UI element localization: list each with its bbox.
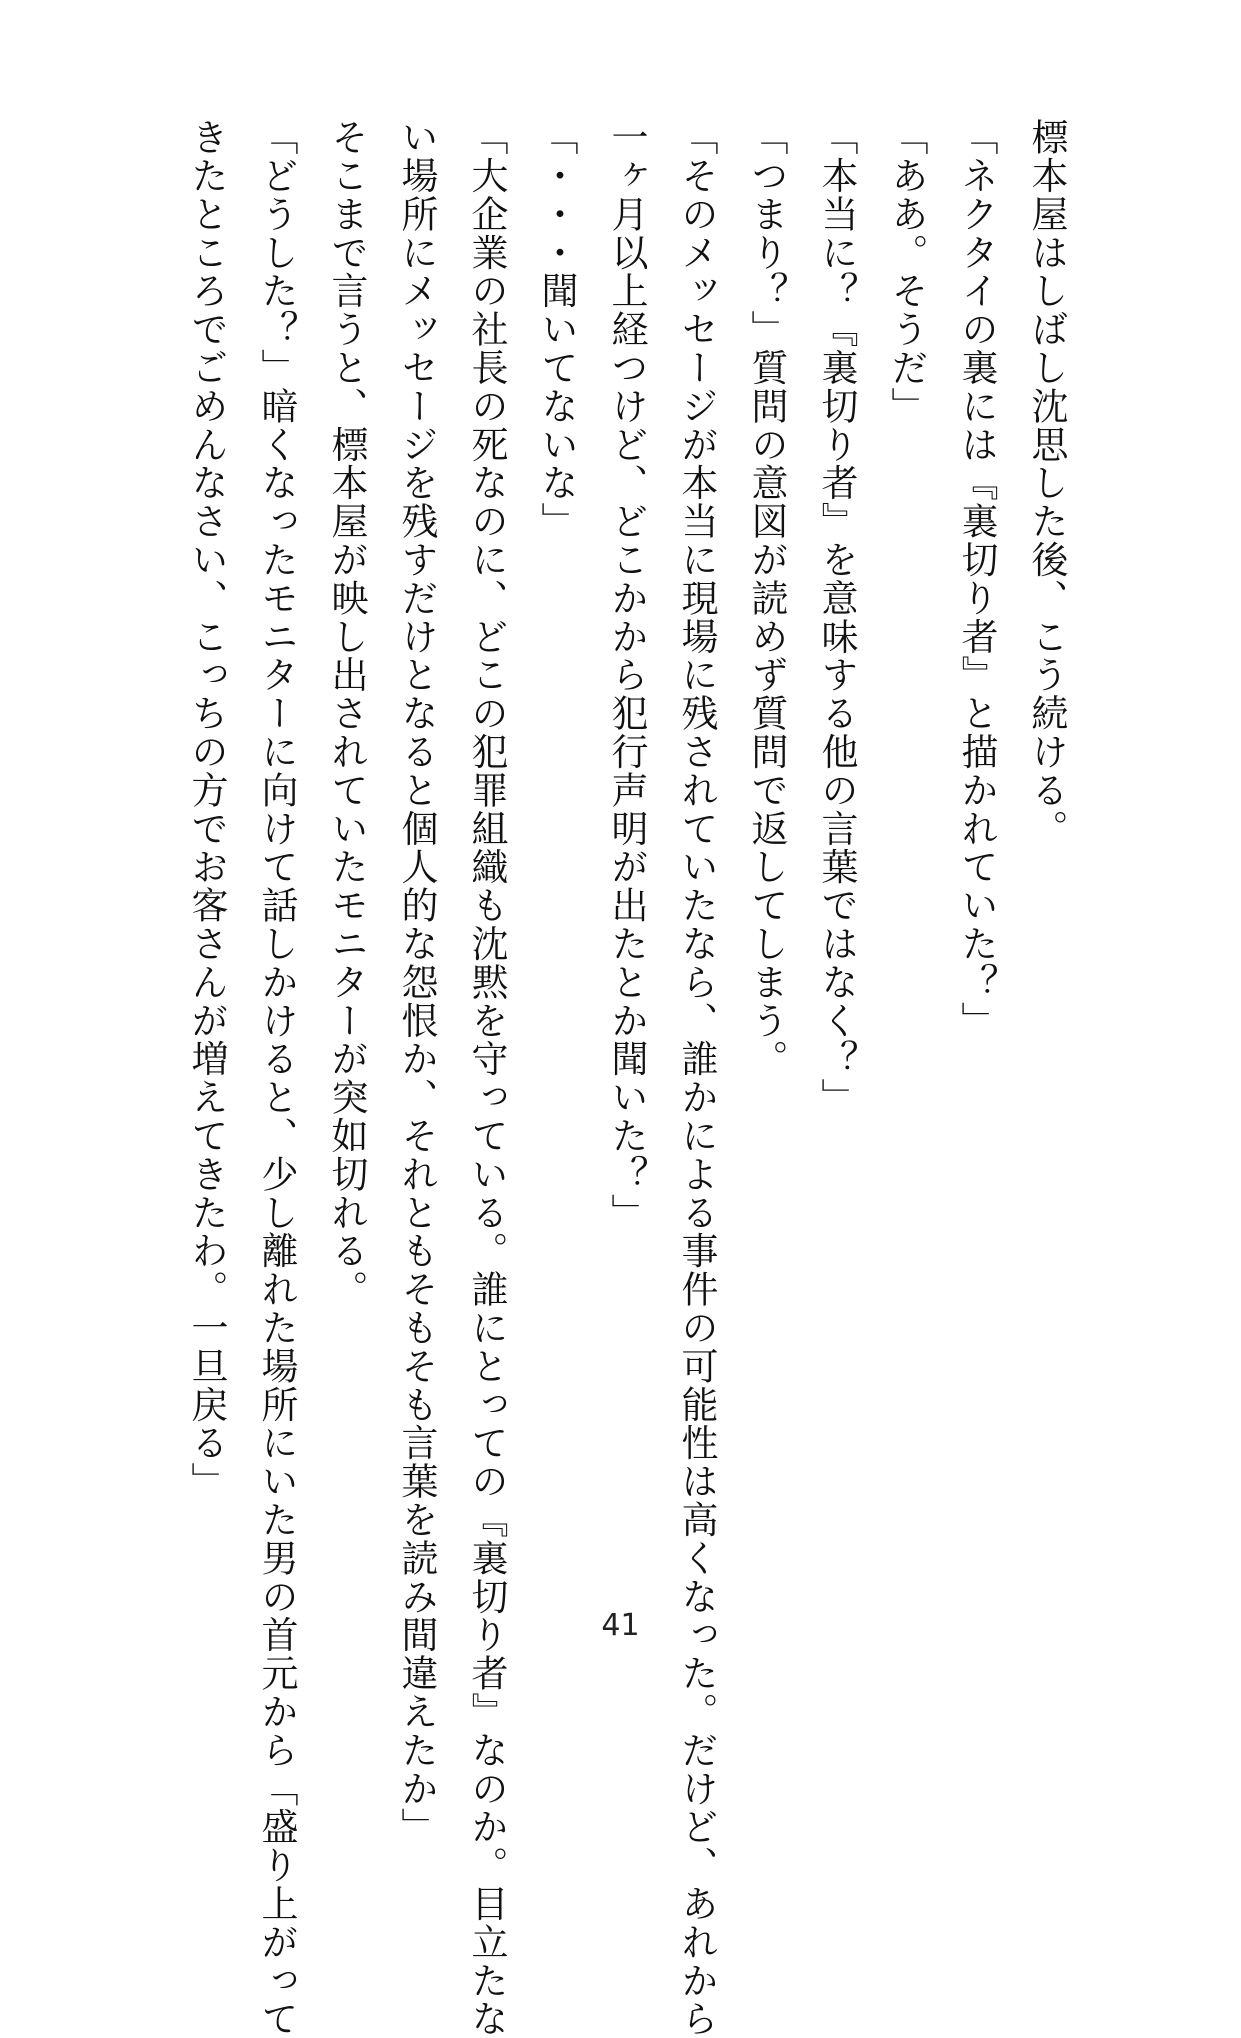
text-line-3: 「ああ。そうだ」 — [885, 118, 928, 426]
text-line-9: 「大企業の社長の死なのに、どこの犯罪組織も沈黙を守っている。誰にとっての『裏切り者』なのか。目立たな — [465, 118, 508, 2038]
text-line-4: 「本当に？『裏切り者』を意味する他の言葉ではなく？」 — [815, 118, 858, 1117]
text-line-5: 「つまり？」質問の意図が読めず質問で返してしまう。 — [745, 118, 788, 1078]
text-line-10: い場所にメッセージを残すだけとなると個人的な怨恨か、それともそもそも言葉を読み間違えたか」 — [395, 118, 438, 1846]
text-line-11: そこまで言うと、標本屋が映し出されていたモニターが突如切れる。 — [325, 118, 368, 1309]
text-line-2: 「ネクタイの裏には『裏切り者』と描かれていた？」 — [955, 118, 998, 1040]
text-line-13: きたところでごめんなさい、こっちの方でお客さんが増えてきたわ。一旦戻る」 — [185, 118, 228, 1501]
text-line-1: 標本屋はしばし沈思した後、こう続ける。 — [1025, 118, 1068, 848]
text-line-7: 一ヶ月以上経つけど、どこかから犯行声明が出たとか聞いた？」 — [605, 118, 648, 1232]
text-line-6: 「そのメッセージが本当に現場に残されていたなら、誰かによる事件の可能性は高くなった。だけど、あれから — [675, 118, 718, 2038]
text-line-12: 「どうした？」暗くなったモニターに向けて話しかけると、少し離れた場所にいた男の首元から「盛り上がって — [255, 118, 298, 2038]
text-line-8: 「・・・聞いてないな」 — [535, 118, 578, 541]
page-number: 41 — [601, 1608, 640, 1643]
